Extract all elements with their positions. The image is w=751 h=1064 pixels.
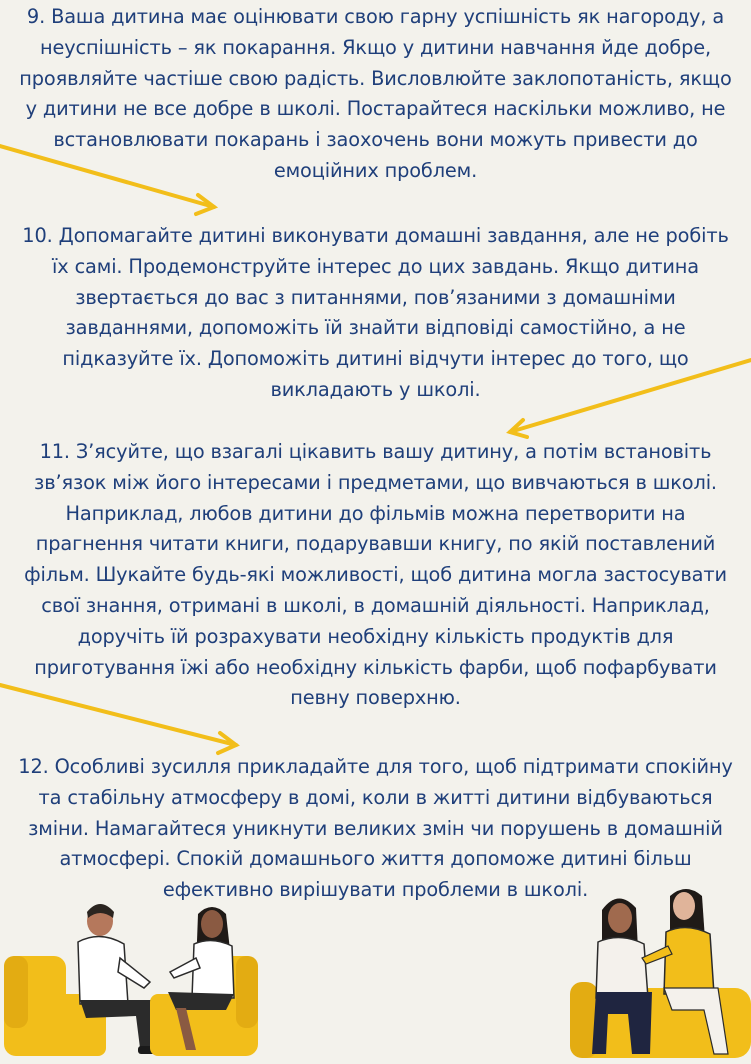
text-line: приготування їжі або необхідну кількість фарби, щоб пофарбувати xyxy=(34,655,717,679)
text-line: емоційних проблем. xyxy=(273,158,478,182)
text-line: підказуйте їх. Допоможіть дитині відчути інтерес до того, що xyxy=(62,347,689,371)
text-line: ефективно вирішувати проблеми в школі. xyxy=(162,878,589,902)
advice-paragraph-9 xyxy=(0,2,751,187)
text-line: завданнями, допоможіть їй знайти відповіді самостійно, а не xyxy=(65,316,686,340)
text-line: встановлювати покарань і заохочень вони можуть привести до xyxy=(53,128,698,152)
text-line: зміни. Намагайтеся уникнути великих змін чи порушень в домашній xyxy=(28,816,723,840)
text-line: 12. Особливі зусилля прикладайте для того, щоб підтримати спокійну xyxy=(18,755,733,778)
text-line: Наприклад, любов дитини до фільмів можна перетворити на xyxy=(65,501,686,525)
text-line: свої знання, отримані в школі, в домашній діяльності. Наприклад, xyxy=(41,593,710,617)
text-line: викладають у школі. xyxy=(270,377,481,401)
text-line: 11. З’ясуйте, що взагалі цікавить вашу дитину, а потім встановіть xyxy=(39,440,712,463)
text-line: у дитини не все добре в школі. Постарайтеся наскільки можливо, не xyxy=(25,97,726,121)
advice-paragraph-11 xyxy=(0,437,751,714)
support-illustration xyxy=(568,884,751,1064)
text-line: та стабільну атмосферу в домі, коли в житті дитини відбуваються xyxy=(38,785,713,809)
advice-paragraph-10 xyxy=(0,221,751,406)
text-line: їх самі. Продемонструйте інтерес до цих завдань. Якщо дитина xyxy=(52,254,699,278)
text-line: прагнення читати книги, подарувавши книгу, по якій поставлений xyxy=(35,532,716,556)
consultation-illustration xyxy=(0,898,270,1064)
text-line: неуспішність – як покарання. Якщо у дитини навчання йде добре, xyxy=(39,35,712,59)
text-line: 9. Ваша дитина має оцінювати свою гарну успішність як нагороду, а xyxy=(26,5,725,28)
text-line: фільм. Шукайте будь-які можливості, щоб дитина могла застосувати xyxy=(24,563,727,587)
text-line: проявляйте частіше свою радість. Висловлюйте заклопотаність, якщо xyxy=(19,66,732,90)
text-line: зв’язок між його інтересами і предметами, що вивчаються в школі. xyxy=(34,470,717,494)
text-line: доручіть їй розрахувати необхідну кількість продуктів для xyxy=(77,624,674,648)
text-line: певну поверхню. xyxy=(290,686,461,710)
advice-paragraph-12 xyxy=(0,752,751,906)
text-line: 10. Допомагайте дитині виконувати домашні завдання, але не робіть xyxy=(22,224,729,247)
text-line: атмосфері. Спокій домашнього життя допоможе дитині більш xyxy=(59,847,692,871)
text-line: звертається до вас з питаннями, пов’язаними з домашніми xyxy=(75,285,676,309)
